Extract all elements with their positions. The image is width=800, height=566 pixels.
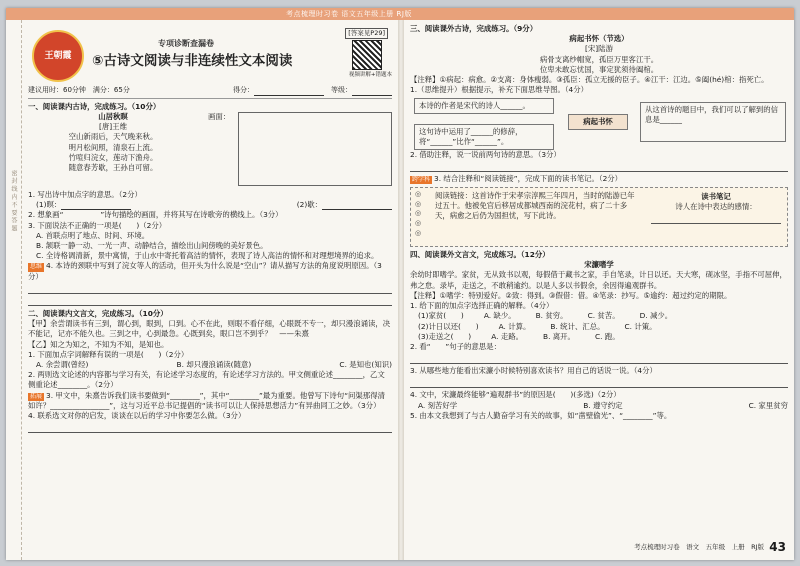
header-band: 考点梳理时习卷 语文五年级上册 RJ版 bbox=[6, 8, 794, 20]
brand-logo: 王朝霞 bbox=[32, 30, 84, 82]
poem2-block: 病起书怀（节选） [宋]陆游 病骨支离纱帽宽，孤臣万里客江干。 位卑未敢忘忧国，事定犹须待阖棺。 bbox=[539, 34, 659, 74]
q2: 2. 想象画“ ”诗句描绘的画面，并将其写在诗歌旁的横线上。（3分） bbox=[28, 210, 283, 220]
poem2-notes: 【注释】①病起：病愈。②支离：身体瘦弱。③孤臣：孤立无援的臣子。④江干：江边。⑤阖(hé)棺：指死亡。 bbox=[410, 75, 769, 85]
q3: 3. 下面说法不正确的一项是( )（2分） bbox=[28, 220, 167, 230]
page-title: ⑤古诗文阅读与非连续性文本阅读 bbox=[92, 53, 293, 69]
cross-subject-badge: 跨学科 bbox=[412, 175, 431, 183]
score-field[interactable]: 得分： 等级： bbox=[233, 86, 392, 96]
page-number: 43 bbox=[769, 540, 786, 554]
q7-options: A. 刻苦好学 B. 遵守约定 C. 家里贫穷 bbox=[418, 400, 788, 410]
answer-blank[interactable] bbox=[61, 202, 131, 210]
map-center: 病起书怀 bbox=[568, 114, 628, 130]
spiral-binding-icon: ◎ ◎ ◎ ◎ ◎ bbox=[415, 190, 422, 237]
q8-right: 5. 由本文我想到了与古人勤奋学习有关的故事，如“凿壁偷光”、“________”等。 bbox=[410, 410, 672, 420]
reading-link-box bbox=[410, 187, 788, 247]
section-4-heading: 四、阅读课外文言文，完成练习。（12分） bbox=[410, 250, 550, 260]
q7-right: 4. 文中，宋濂最终能够“遍观群书”的原因是( )(多选)（2分） bbox=[410, 390, 621, 400]
q5-right: 2. 看“ ”句子的意思是： bbox=[410, 341, 501, 351]
passage-b: 【乙】知之为知之，不知为不知，是知也。 bbox=[28, 339, 169, 349]
q4-row[interactable]: (1)家贫( ) A. 缺少。 B. 贫穷。 C. 贫苦。 D. 减少。 bbox=[418, 311, 673, 321]
q5: 1. 下面加点字词解释有误的一项是( )（2分） bbox=[28, 349, 189, 359]
answer-line[interactable] bbox=[28, 423, 392, 433]
right-page bbox=[410, 24, 788, 421]
thinking-badge: 思维 bbox=[30, 263, 43, 271]
section-1-heading: 一、阅读课内古诗，完成练习。（10分） bbox=[28, 101, 161, 111]
q6: 2. 两则选文论述的内容都与学习有关，有论述学习态度的，有论述学习方法的。甲文侧重论述________，乙文侧重论述________。（2分） bbox=[28, 370, 385, 390]
q2-right: 2. 借助注释，说一说前两句诗的意思。（3分） bbox=[410, 149, 561, 159]
footer-text: 考点梳理时习卷 语文 五年级 上册 RJ版 bbox=[634, 543, 764, 551]
drawing-box[interactable] bbox=[238, 112, 392, 186]
text-notes: 【注释】①嗜学：特别爱好。②致：得到。③假借：借。④笔录：抄写。⑤逾约：超过约定的期限。 bbox=[410, 290, 732, 300]
q3-right: 跨学科 3. 结合注释和“阅读链接”，完成下面的读书笔记。（2分） bbox=[412, 173, 623, 183]
exam-page bbox=[6, 8, 794, 560]
reading-link-text: 阅读链接：这首诗作于宋孝宗淳熙三年四月，当时的陆游已年过五十。他被免官后移居成都城西南的浣花村，病了二十多天，病愈之后仍为国担忧，写下此诗。 bbox=[435, 191, 635, 221]
q8: 4. 联系选文对你的启发，谈谈在以后的学习中你要怎么做。（3分） bbox=[28, 411, 246, 421]
poem-block bbox=[28, 112, 392, 190]
q4-right: 1. 给下面的加点字选择正确的解释。（4分） bbox=[410, 301, 554, 311]
q4-row[interactable]: (3)走送之( ) A. 走路。 B. 离开。 C. 跑。 bbox=[418, 331, 620, 341]
answer-line[interactable] bbox=[28, 284, 392, 294]
book-note: 读书笔记 诗人在诗中表达的感情： bbox=[651, 192, 781, 226]
poem-text: 山居秋暝 [唐]王维 空山新雨后，天气晚来秋。 明月松间照，清泉石上流。 竹喧归浣女，莲动下渔舟。 随意春芳歇，王孙自可留。 bbox=[68, 111, 158, 172]
q7: 拓展 3. 甲文中，朱熹告诉我们读书要做到“________”，其中“________”最为重要。他曾写下诗句“问渠那得清如许？________________”，这与习近平总书记提倡的“读书可以让人保持思想活力”有异曲同工之妙。（3分） bbox=[28, 390, 385, 410]
left-page bbox=[28, 24, 392, 435]
q4-table bbox=[410, 311, 788, 342]
q1-answers: (1)暝： (2)歇： bbox=[28, 200, 392, 210]
q6-right: 3. 从哪些地方能看出宋濂小时候特别喜欢读书？用自己的话说一说。（4分） bbox=[410, 366, 657, 376]
map-left-b[interactable]: 这句诗中运用了______的修辞，将“______”比作“______”。 bbox=[414, 124, 554, 150]
section-2-heading: 二、阅读课内文言文，完成练习。（10分） bbox=[28, 308, 168, 318]
book-spine bbox=[398, 20, 404, 560]
answer-line[interactable] bbox=[410, 354, 788, 364]
answer-tag: [答案见P29] bbox=[345, 28, 388, 39]
time-text: 建议用时：60分钟 满分：65分 bbox=[28, 86, 130, 94]
map-left-a[interactable]: 本诗的作者是宋代的诗人______。 bbox=[414, 98, 554, 114]
q1-right: 1.（思维提升）根据提示，补充下面思维导图。（4分） bbox=[410, 85, 589, 95]
text-body: 余幼时即嗜学。家贫，无从致书以观，每假借于藏书之家，手自笔录，计日以还。天大寒，砚冰坚，手指不可屈伸，弗之怠。录毕，走送之，不敢稍逾约。以是人多以书假余，余因得遍观群书。 bbox=[410, 270, 787, 290]
q5-options: A. 余尝谓(曾经) B. 却只漫浪诵读(随意) C. 是知也(知识) bbox=[36, 359, 392, 369]
title-block bbox=[28, 24, 392, 86]
text-title: 宋濂嗜学 bbox=[584, 260, 614, 270]
binding-margin: 密 封 线 内 不 要 答 题 bbox=[6, 20, 22, 560]
answer-line[interactable] bbox=[28, 296, 392, 306]
picture-label: 画面： bbox=[208, 111, 231, 121]
qr-caption: 视频讲解+错题本 bbox=[348, 72, 392, 78]
map-right[interactable]: 从这首诗的题目中，我们可以了解到的信息是______ bbox=[640, 102, 786, 142]
mind-map bbox=[410, 96, 788, 150]
section-3-heading: 三、阅读课外古诗，完成练习。（9分） bbox=[410, 24, 538, 33]
q4-row[interactable]: (2)计日以还( ) A. 计算。 B. 统计、汇总。 C. 计策。 bbox=[418, 321, 657, 331]
passage-a: 【甲】余尝谓读书有三到，谓心到，眼到，口到。心不在此，则眼不看仔细，心眼既不专一，却只漫浪诵读，决不能记，记亦不能久也。三到之中，心到最急。心既到矣，眼口岂不到乎？ ——朱熹 bbox=[28, 319, 391, 339]
q3-options: A. 首联点明了地点、时间、环境。 B. 颔联一静一动、一光一声、动静结合，描绘出山间傍晚的美好景色。 C. 全诗格调清新，景中寓情，于山水中寄托着高洁的情怀，表现了诗人高洁的情怀和对理想境界的追求。 bbox=[36, 230, 379, 261]
answer-line[interactable] bbox=[651, 214, 781, 224]
q1: 1. 写出诗中加点字的意思。（2分） bbox=[28, 189, 142, 199]
q4: 思维 4. 本诗的颈联中写到了浣女等人的活动，但开头为什么说是“空山”？请从描写方法的角度说明原因。（3分） bbox=[28, 261, 382, 281]
answer-blank[interactable] bbox=[322, 202, 392, 210]
extension-badge: 拓展 bbox=[30, 392, 43, 400]
meta-line bbox=[28, 86, 392, 99]
answer-line[interactable] bbox=[410, 162, 788, 172]
qr-code-icon[interactable] bbox=[352, 40, 382, 70]
answer-line[interactable] bbox=[410, 378, 788, 388]
section-label: 专项诊断查漏卷 bbox=[158, 39, 214, 48]
